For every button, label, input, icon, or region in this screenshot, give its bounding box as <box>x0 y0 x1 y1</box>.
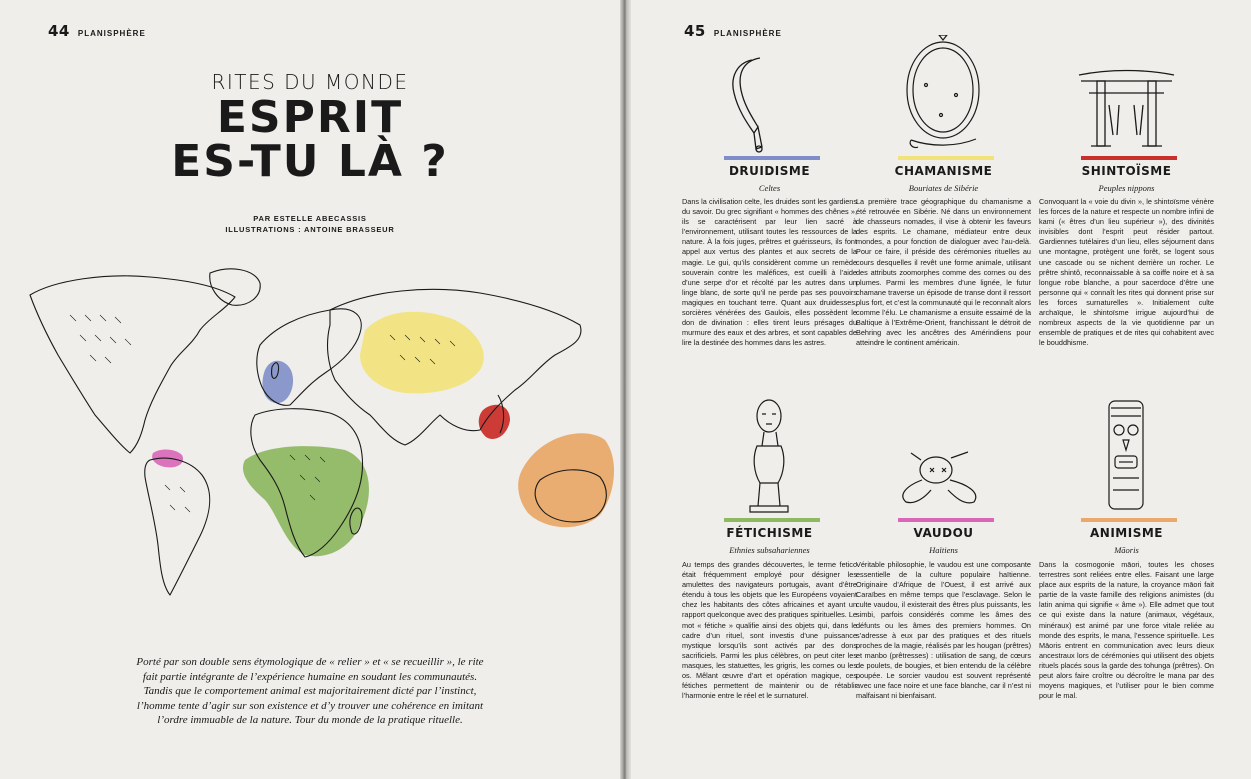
rite-color-fill <box>1081 518 1177 522</box>
rite-people: Peuples nippons <box>1098 183 1155 193</box>
rite-color-bar <box>898 156 994 160</box>
page-number: 44 <box>48 22 70 40</box>
right-folio <box>684 22 782 40</box>
article-headline <box>140 92 480 187</box>
region-chamanisme <box>360 312 484 394</box>
section-label: PLANISPHÈRE <box>77 29 146 38</box>
greenland-outline <box>210 269 260 305</box>
headline-line-2: ES-TU LÀ ? <box>171 136 449 187</box>
rite-text: Dans la civilisation celte, les druides sont les gardiens du savoir. Du grec signifiant « hommes des chênes », ils se caractérisent par leur lien sacré à l’environnement, utilisant toutes les ressources de la nature. À la fois juges, prêtres et guérisseurs, ils font appel aux vertus des plantes et aux secrets de la magie. Le gui, qu’ils considèrent comme un remède souverain contre les maléfices, est cueilli à l’aide d’une serpe d’or et récolté par les autres dans un linge blanc, de sorte qu’il ne perde pas ses pouvoirs magiques en touchant terre. Quant aux druidesses, sorcières vénérées des Gaulois, elles possèdent le don de divination : elles tirent leurs présages du murmure des eaux et des arbres, et sont capables de lire la destinée des hommes dans les astres. <box>682 197 857 348</box>
rite-people: Māoris <box>1114 545 1139 555</box>
left-folio <box>48 22 146 40</box>
rite-people: Bouriates de Sibérie <box>908 183 979 193</box>
rite-title: VAUDOU <box>913 526 974 540</box>
rite-title: FÉTICHISME <box>726 526 813 540</box>
rite-text: Convoquant la « voie du divin », le shintoïsme vénère les forces de la nature et respecte un nombre infini de kami (« êtres d’un lieu supérieur »), des divinités invisibles dont l’esprit peut résider partout. Gardiennes tutélaires d’un lieu, elles séjournent dans une montagne, protègent une forêt, se logent sous une cascade ou se nichent derrière un rocher. Le prêtre shintô, reconnaissable à sa coiffe noire et à sa longue robe blanche, a pour sacerdoce d’être une personne qui « connaît les rites qui donnent prise sur les forces surnaturelles ». Initialement culte archaïque, le shintoïsme irrigue aujourd’hui de nombreux aspects de la vie quotidienne par un ensemble de pratiques et de rites qui cohabitent avec le bouddhisme. <box>1039 197 1214 348</box>
tiki-icon <box>1039 398 1214 513</box>
world-map-illustration <box>10 255 615 600</box>
byline <box>160 213 460 235</box>
region-druidisme <box>262 361 293 403</box>
voodoo-doll-icon <box>856 450 1031 510</box>
spine-gutter <box>620 0 631 779</box>
rite-title: CHAMANISME <box>894 164 993 178</box>
rite-people: Ethnies subsahariennes <box>729 545 810 555</box>
rite-color-bar <box>1081 156 1177 160</box>
rite-color-fill <box>724 156 820 160</box>
rite-title: ANIMISME <box>1090 526 1163 540</box>
rite-color-bar <box>724 156 820 160</box>
article-kicker: RITES DU MONDE <box>211 70 409 94</box>
rite-text: Véritable philosophie, le vaudou est une composante essentielle de la culture populaire haïtienne. Originaire d’Afrique de l’Ouest, il est arrivé aux Caraïbes en même temps que l’esclavage. Selon le culte vaudou, il existerait des êtres plus puissants, les simbi, parfois considérés comme les âmes des défunts ou les âmes des premiers hommes. On s’adresse à eux par des pratiques et des rituels proches de la magie, réalisés par les hougan (prêtres) et manbo (prêtresses) : utilisation de sang, de cœurs de poulets, de bougies, et bien entendu de la célèbre poupée. Le sorcier vaudou est souvent représenté avec une face noire et une face blanche, car il n’est ni malfaisant ni bienfaisant. <box>856 560 1031 701</box>
rite-color-bar <box>1081 518 1177 522</box>
south-america-outline <box>145 458 210 595</box>
page-number: 45 <box>684 22 706 40</box>
left-page <box>0 0 620 779</box>
north-america-outline <box>30 276 235 453</box>
section-label: PLANISPHÈRE <box>713 29 782 38</box>
rite-color-fill <box>1081 156 1177 160</box>
fetish-statue-icon <box>682 398 857 513</box>
headline-line-1: ESPRIT <box>216 92 404 143</box>
byline-illustrator: ILLUSTRATIONS : ANTOINE BRASSEUR <box>225 225 395 234</box>
rite-title: DRUIDISME <box>728 164 811 178</box>
byline-author: PAR ESTELLE ABECASSIS <box>253 214 367 223</box>
rite-text: Dans la cosmogonie māori, toutes les choses terrestres sont reliées entre elles. Faisant une large place aux esprits de la nature, la croyance māori fait partie de la vaste famille des religions animistes (du latin anima qui signifie « âme »). Elle admet que tout ce qui existe dans la nature (animaux, végétaux, minéraux) est animé par une force vitale reliée au monde des esprits, le mana, l’essence spirituelle. Les Māoris entrent en communication avec leurs dieux ancestraux lors de cérémonies qui utilisent des objets rituels placés sous la garde des tohunga (prêtres). On peut alors faire croître ou décroître le mana par des moyens magiques, et l’utiliser pour le bien comme pour le mal. <box>1039 560 1214 701</box>
rite-text: La première trace géographique du chamanisme a été retrouvée en Sibérie. Né dans un environnement de chasseurs nomades, il vise à obtenir les faveurs des esprits. Le chamane, médiateur entre deux mondes, a pour fonction de dialoguer avec l’au-delà. Pour ce faire, il préside des cérémonies rituelles au cours desquelles il revêt une forme animale, utilisant des attributs zoomorphes comme des cornes ou des plumes. Parmi les membres d’une lignée, le futur chamane traverse un épisode de transe dont il ressort plus fort, et c’est la communauté qui le reconnaît alors comme l’élu. Le chamanisme a ensuite essaimé de la Baltique à l’Extrême-Orient, franchissant le détroit de Behring avec les ancêtres des Amérindiens pour atteindre le continent américain. <box>856 197 1031 348</box>
right-page <box>631 0 1251 779</box>
rite-color-fill <box>724 518 820 522</box>
rite-color-bar <box>898 518 994 522</box>
rite-people: Celtes <box>758 183 781 193</box>
rite-color-fill <box>898 156 994 160</box>
map-hatching-sa <box>165 485 190 512</box>
torii-icon <box>1039 65 1214 153</box>
sickle-icon <box>682 55 857 153</box>
rite-color-bar <box>724 518 820 522</box>
intro-paragraph: Porté par son double sens étymologique de « relier » et « se recueillir », le rite fait partie intégrante de l’expérience humaine en soudant les communautés. Tandis que le comportement animal est majoritairement dicté par l’instinct, l’homme tente d’agir sur son existence et d’y trouver une cohérence en imitant l’ordre immuable de la nature. Tour du monde de la pratique rituelle. <box>136 656 484 726</box>
rite-text: Au temps des grandes découvertes, le terme fetico était fréquemment employé pour désigner les amulettes des navigateurs portugais, avant d’être étendu à tous les objets que les Européens voyaient chez les habitants des côtes africaines et ayant un rapport quelconque avec des pratiques spirituelles. Le mot « fétiche » qualifie ainsi des objets qui, dans le cadre d’un rituel, sont investis d’une puissance mystique lorsqu’ils sont activés par des dons sacrificiels. Parmi les plus célèbres, on peut citer les masques, les statuettes, les grigris, les cornes ou les os. Mêlant œuvre d’art et opération magique, ces fétiches permettent de maintenir ou de rétablir l’harmonie entre le réel et le surnaturel. <box>682 560 857 701</box>
drum-icon <box>856 35 1031 155</box>
map-hatching-na <box>70 315 131 363</box>
rite-people: Haïtiens <box>929 545 958 555</box>
rite-color-fill <box>898 518 994 522</box>
rite-title: SHINTOÏSME <box>1081 164 1172 178</box>
